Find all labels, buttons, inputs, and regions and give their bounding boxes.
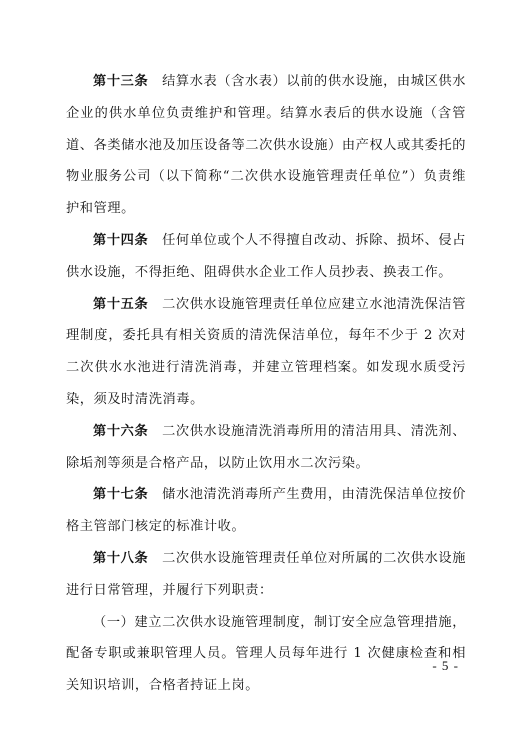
article-title: 第十五条 — [93, 296, 149, 312]
clause-1 — [66, 607, 466, 702]
article-text: 任何单位或个人不得擅自改动、拆除、损坏、侵占供水设施，不得拒绝、阻碍供水企业工作人员抄表、换表工作。 — [66, 232, 466, 280]
article-18 — [66, 543, 466, 607]
article-15 — [66, 289, 466, 416]
article-title: 第十四条 — [93, 232, 149, 248]
article-text: 二次供水设施清洗消毒所用的清洁用具、清洗剂、除垢剂等须是合格产品，以防止饮用水二次污染。 — [66, 423, 466, 471]
clause-text: （一）建立二次供水设施管理制度，制订安全应急管理措施，配备专职或兼职管理人员。管理人员每年进行 1 次健康检查和相关知识培训，合格者持证上岗。 — [66, 614, 466, 694]
article-text: 结算水表（含水表）以前的供水设施，由城区供水企业的供水单位负责维护和管理。结算水表后的供水设施（含管道、各类储水池及加压设备等二次供水设施）由产权人或其委托的物业服务公司（以下简称“二次供水设施管理责任单位”）负责维护和管理。 — [66, 74, 466, 217]
article-17 — [66, 479, 466, 543]
article-title: 第十六条 — [93, 423, 149, 439]
article-text: 储水池清洗消毒所产生费用，由清洗保洁单位按价格主管部门核定的标准计收。 — [66, 487, 466, 535]
document-body — [66, 66, 466, 702]
article-13 — [66, 66, 466, 225]
article-title: 第十八条 — [93, 550, 149, 566]
article-title: 第十三条 — [93, 74, 149, 89]
article-text: 二次供水设施管理责任单位对所属的二次供水设施进行日常管理，并履行下列职责： — [66, 550, 466, 598]
page-number: - 5 - — [432, 658, 459, 673]
article-14 — [66, 225, 466, 289]
article-16 — [66, 416, 466, 480]
article-text: 二次供水设施管理责任单位应建立水池清洗保洁管理制度，委托具有相关资质的清洗保洁单位，每年不少于 2 次对二次供水水池进行清洗消毒，并建立管理档案。如发现水质受污染，须及时清洗消毒。 — [66, 296, 466, 407]
article-title: 第十七条 — [93, 487, 149, 503]
